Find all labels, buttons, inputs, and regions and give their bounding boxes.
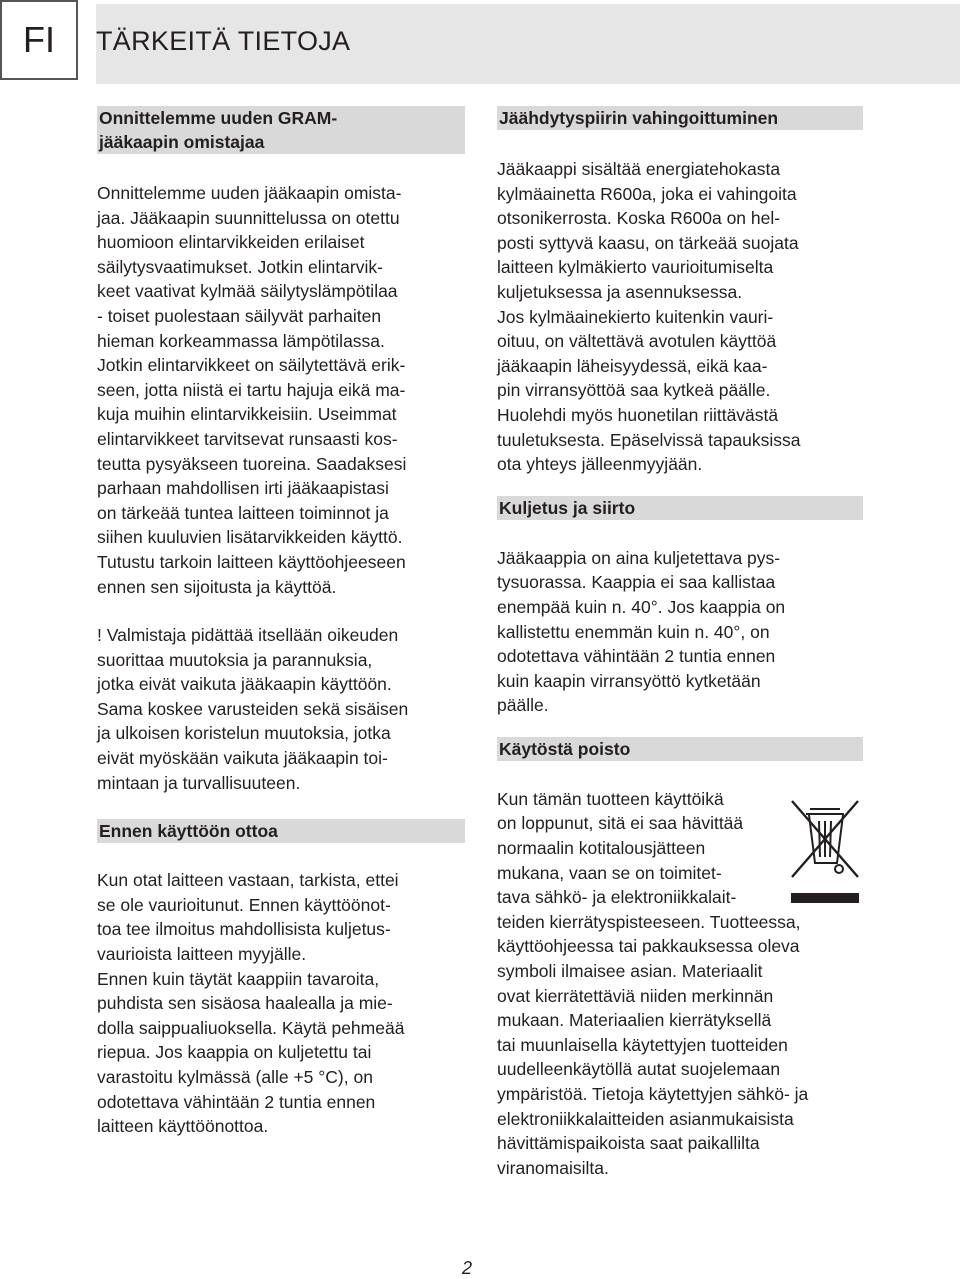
right-column [497,106,863,1180]
disposal-heading: Käytöstä poisto [497,737,863,761]
page-title: TÄRKEITÄ TIETOJA [96,26,351,56]
manufacturer-notice-text: ! Valmistaja pidättää itsellään oikeuden suorittaa muutoksia ja parannuksia, jotka eivät vaikuta jääkaapin käyttöön. Sama koskee varusteiden sekä sisäisen ja ulkoisen koristelun muutoksia, jotka eivät myöskään vaikuta jääkaapin toi- mintaan ja turvallisuuteen. [97,625,409,793]
congratulations-heading: Onnittelemme uuden GRAM- jääkaapin omistajaa [97,106,465,154]
cooling-circuit-damage-text: Jääkaappi sisältää energiatehokasta kylmäainetta R600a, joka ei vahingoita otsonikerrosta. Koska R600a on hel- posti syttyvä kaasu, on tärkeää suojata laitteen kylmäkierto vaurioitumiselta kuljetuksessa ja asennuksessa. Jos kylmäainekierto kuitenkin vauri- oituu, on vältettävä avotulen käyttöä jääkaapin läheisyydessä, eikä kaa- pin virransyöttöä saa kytkeä päälle. Huolehdi myös huonetilan riittävästä tuuletuksesta. Epäselvissä tapauksissa ota yhteys jälleenmyyjään. [497,159,801,475]
language-label: FI [0,0,78,80]
crossed-out-wheelie-bin-icon [788,797,862,905]
page-number: 2 [462,1258,473,1278]
before-use-heading: Ennen käyttöön ottoa [97,819,465,843]
title-bar [96,4,960,84]
disposal-text: Kun tämän tuotteen käyttöikä on loppunut, sitä ei saa hävittää normaalin kotitalousjätteen mukana, vaan se on toimitet- tava sähkö- ja elektroniikkalait- teiden kierrätyspisteeseen. Tuotteessa, käyttöohjeessa tai pakkauksessa oleva symboli ilmaisee asian. Materiaalit ovat kierrätettäviä niiden merkinnän mukaan. Materiaalien kierrätyksellä tai muunlaisella käytettyjen tuotteiden uudelleenkäytöllä autat suojelemaan ympäristöä. Tietoja käytettyjen sähkö- ja elektroniikkalaitteiden asianmukaisista hävittämispaikoista saat paikallilta viranomaisilta. [497,788,809,1178]
congratulations-text: Onnittelemme uuden jääkaapin omista- jaa. Jääkaapin suunnittelussa on otettu huomioon elintarvikkeiden erilaiset säilytysvaatimukset. Jotkin elintarvik- keet vaativat kylmää säilytyslämpötilaa - toiset puolestaan säilyvät parhaiten hieman korkeammassa lämpötilassa. Jotkin elintarvikkeet on säilytettävä erik- seen, jotta niistä ei tartu hajuja eikä ma- kuja muihin elintarvikkeisiin. Useimmat elintarvikkeet tarvitsevat runsaasti kos- teutta pysyäkseen tuoreina. Saadaksesi parhaan mahdollisen irti jääkaapistasi on tärkeää tuntea laitteen toiminnot ja siihen kuuluvien lisätarvikkeiden käyttö. Tutustu tarkoin laitteen käyttöohjeeseen ennen sen sijoitusta ja käyttöä. [97,183,407,597]
cooling-circuit-damage-heading: Jäähdytyspiirin vahingoittuminen [497,106,863,130]
before-use-text: Kun otat laitteen vastaan, tarkista, ettei se ole vaurioitunut. Ennen käyttöönot- toa tee ilmoitus mahdollisista kuljetus- vaurioista laitteen myyjälle. Ennen kuin täytät kaappiin tavaroita, puhdista sen sisäosa haalealla ja mie- dolla saippualiuoksella. Käytä pehmeää riepua. Jos kaappia on kuljetettu tai varastoitu kylmässä (alle +5 °C), on odotettava vähintään 2 tuntia ennen laitteen käyttöönottoa. [97,870,405,1137]
transport-text: Jääkaappia on aina kuljetettava pys- tysuorassa. Kaappia ei saa kallistaa enempää kuin n. 40°. Jos kaappia on kallistettu enemmän kuin n. 40°, on odotettava vähintään 2 tuntia ennen kuin kaapin virransyöttö kytketään päälle. [497,547,786,716]
left-column [97,106,465,1139]
transport-heading: Kuljetus ja siirto [497,496,863,520]
